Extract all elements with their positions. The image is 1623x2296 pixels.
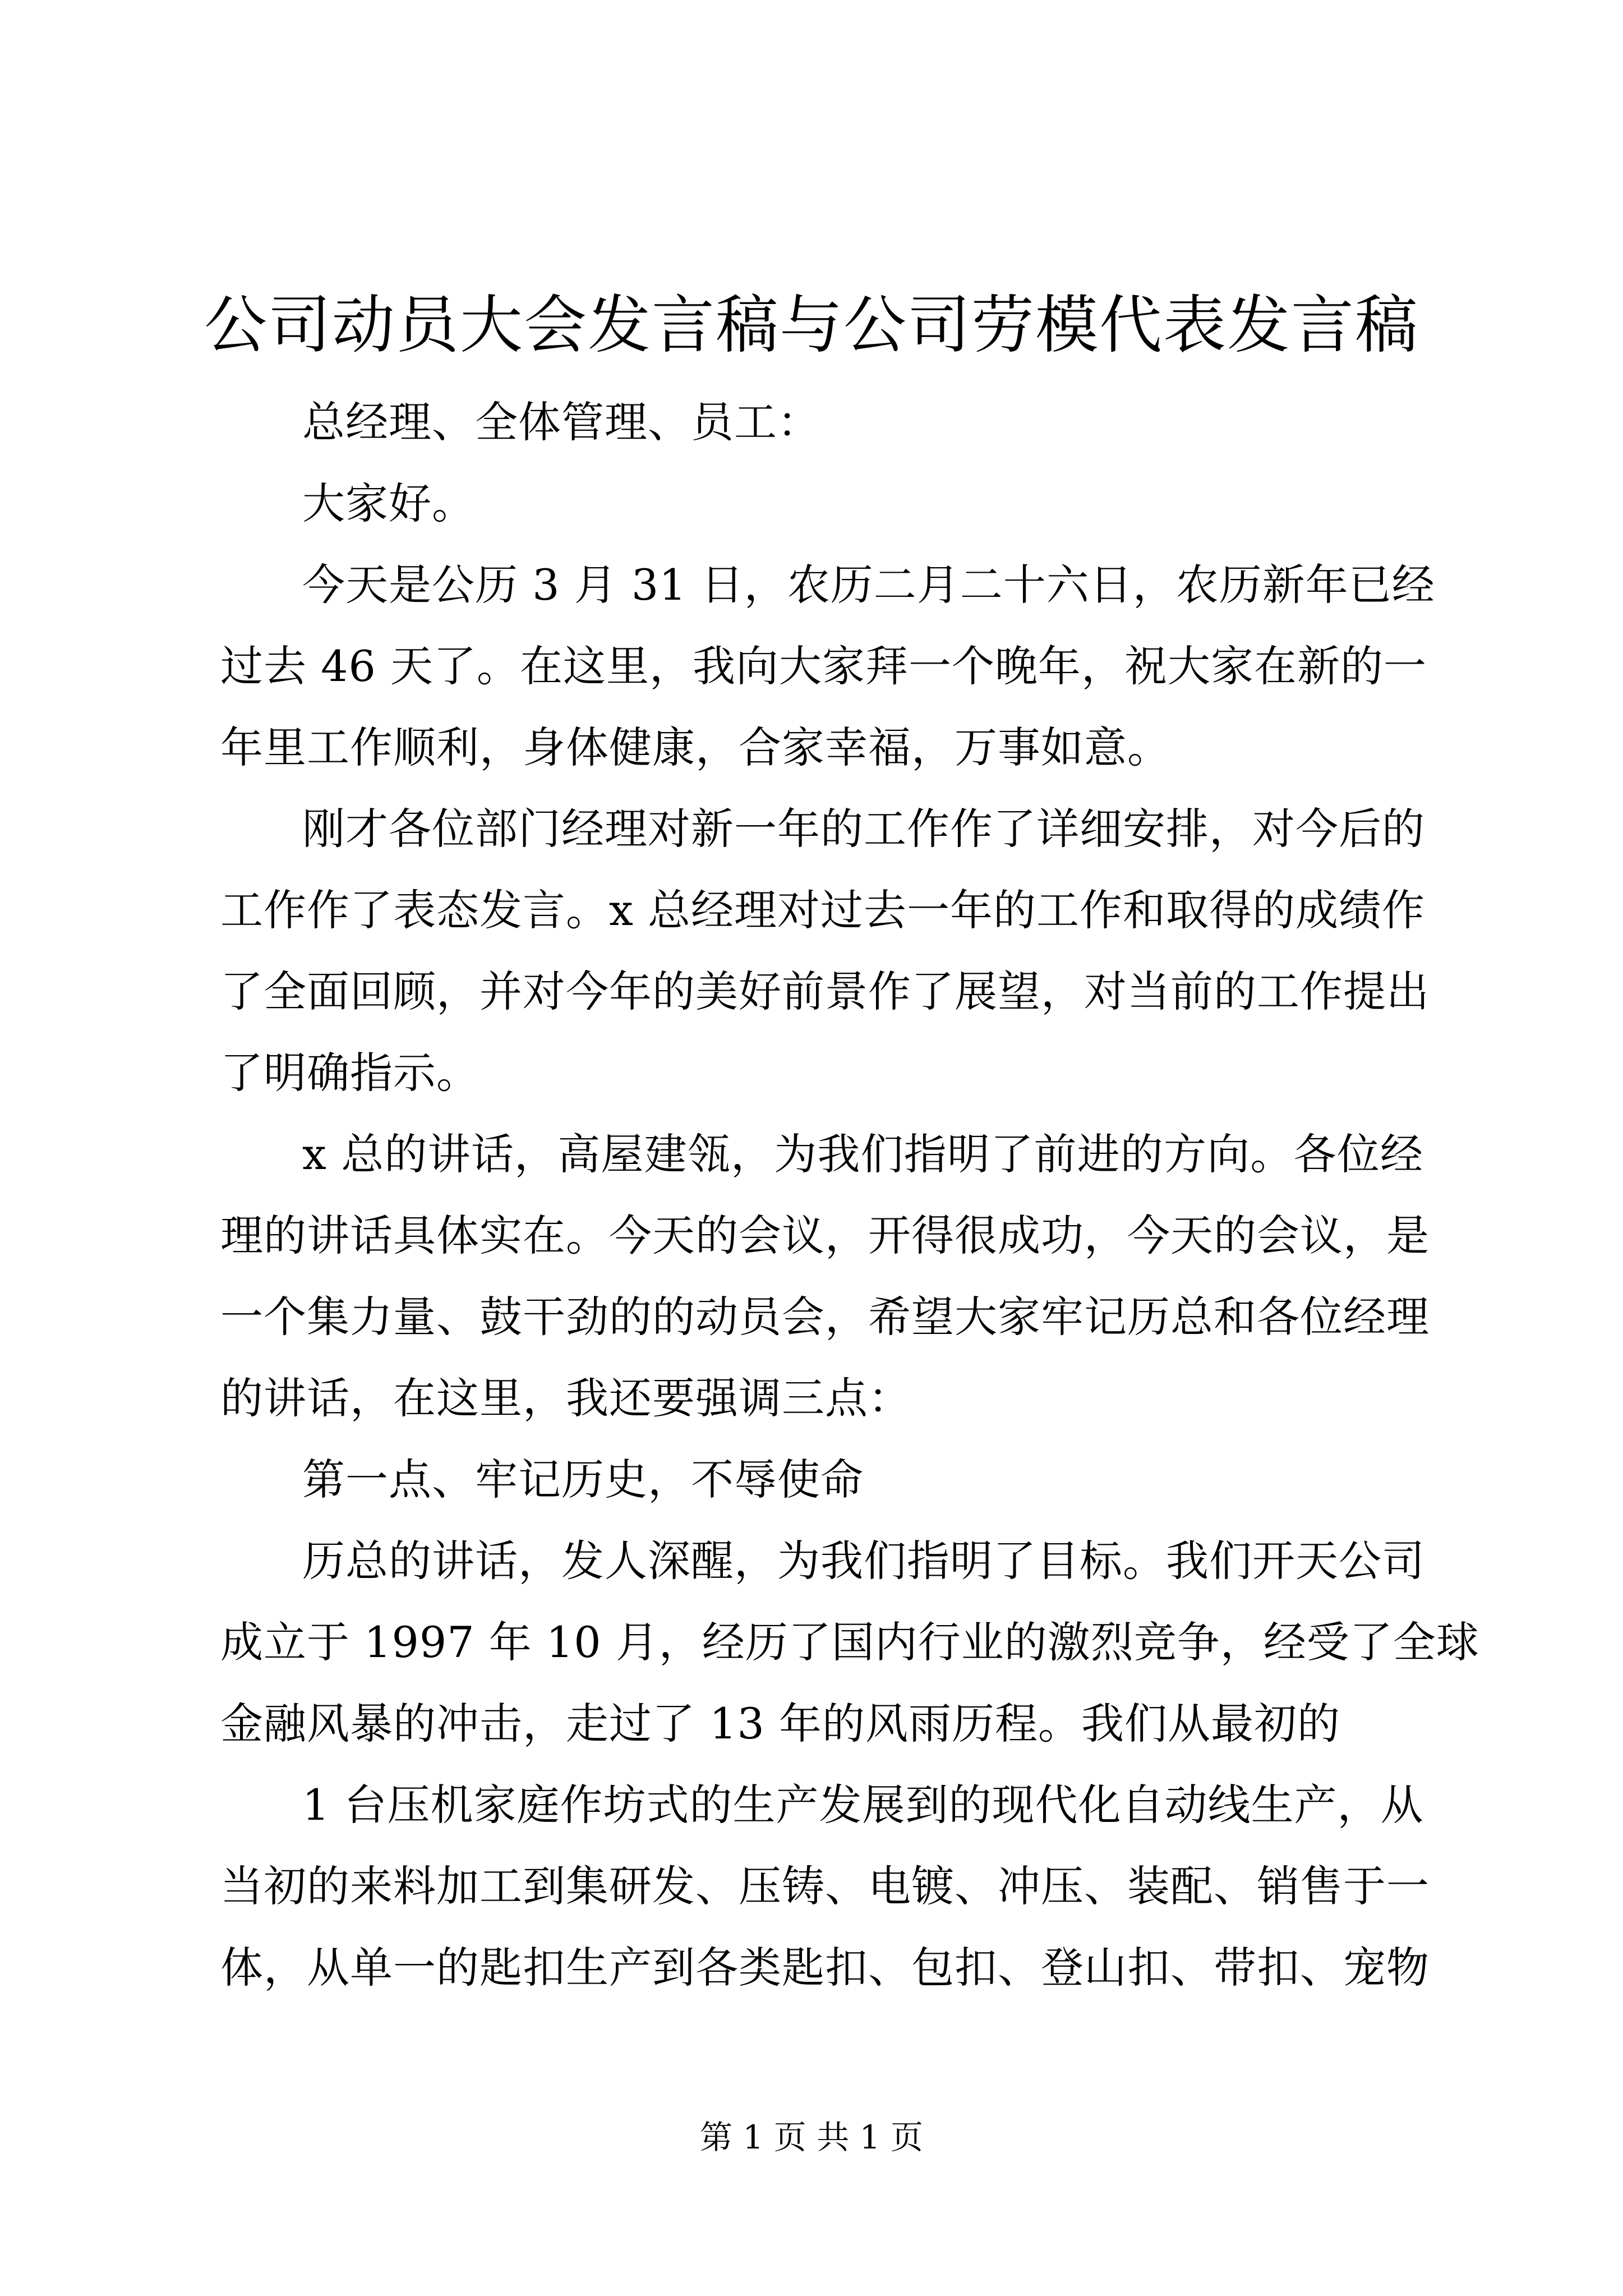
paragraph-line: 总经理、全体管理、员工： bbox=[302, 397, 820, 447]
paragraph-line: 1 台压机家庭作坊式的生产发展到的现代化自动线生产，从 bbox=[302, 1780, 1424, 1830]
paragraph-line: 成立于 1997 年 10 月，经历了国内行业的激烈竞争，经受了全球 bbox=[220, 1617, 1479, 1667]
paragraph-line: 过去 46 天了。在这里，我向大家拜一个晚年，祝大家在新的一 bbox=[220, 641, 1427, 691]
page-number-footer: 第 1 页 共 1 页 bbox=[700, 2118, 923, 2156]
paragraph-line: 年里工作顺利，身体健康，合家幸福，万事如意。 bbox=[220, 723, 1170, 772]
paragraph bbox=[220, 1114, 1430, 1439]
document-body bbox=[220, 381, 1479, 2008]
paragraph-line: 的讲话，在这里，我还要强调三点： bbox=[220, 1373, 911, 1423]
paragraph bbox=[220, 463, 1423, 544]
paragraph-line: x 总的讲话，高屋建瓴，为我们指明了前进的方向。各位经 bbox=[302, 1129, 1423, 1179]
paragraph-line: 刚才各位部门经理对新一年的工作作了详细安排，对今后的 bbox=[302, 804, 1425, 854]
paragraph-line: 今天是公历 3 月 31 日，农历二月二十六日，农历新年已经 bbox=[302, 560, 1435, 610]
document-title: 公司动员大会发言稿与公司劳模代表发言稿 bbox=[204, 289, 1419, 362]
paragraph bbox=[220, 544, 1435, 788]
paragraph bbox=[220, 1764, 1430, 2008]
paragraph bbox=[220, 788, 1430, 1114]
paragraph-line: 第一点、牢记历史，不辱使命 bbox=[302, 1455, 864, 1504]
paragraph-line: 理的讲话具体实在。今天的会议，开得很成功，今天的会议，是 bbox=[220, 1211, 1430, 1260]
paragraph-line: 了全面回顾，并对今年的美好前景作了展望，对当前的工作提出 bbox=[220, 967, 1430, 1016]
paragraph-line: 体，从单一的匙扣生产到各类匙扣、包扣、登山扣、带扣、宠物 bbox=[220, 1943, 1430, 1993]
paragraph-line: 大家好。 bbox=[302, 478, 475, 528]
paragraph bbox=[220, 1520, 1479, 1764]
paragraph-line: 工作作了表态发言。x 总经理对过去一年的工作和取得的成绩作 bbox=[220, 885, 1426, 935]
paragraph bbox=[220, 381, 1423, 463]
paragraph bbox=[220, 1439, 1423, 1520]
paragraph-line: 一个集力量、鼓干劲的的动员会，希望大家牢记历总和各位经理 bbox=[220, 1292, 1430, 1342]
paragraph-line: 金融风暴的冲击，走过了 13 年的风雨历程。我们从最初的 bbox=[220, 1699, 1341, 1749]
paragraph-line: 历总的讲话，发人深醒，为我们指明了目标。我们开天公司 bbox=[302, 1536, 1425, 1586]
paragraph-line: 了明确指示。 bbox=[220, 1048, 479, 1098]
paragraph-line: 当初的来料加工到集研发、压铸、电镀、冲压、装配、销售于一 bbox=[220, 1861, 1430, 1911]
